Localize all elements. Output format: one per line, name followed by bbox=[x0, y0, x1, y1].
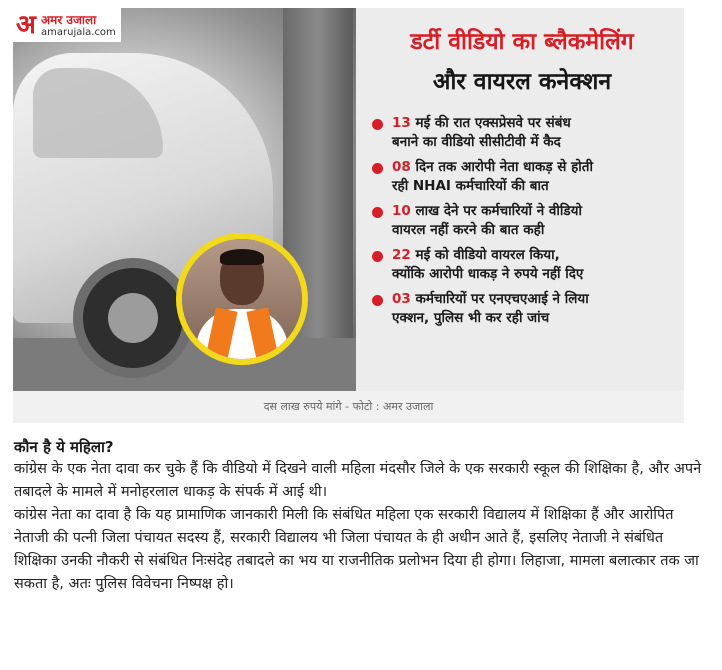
bullet-text-line2: एक्शन, पुलिस भी कर रही जांच bbox=[392, 310, 550, 326]
logo-name: अमर उजाला bbox=[41, 13, 97, 27]
bullet-dot-icon bbox=[372, 251, 383, 262]
infographic-panel bbox=[356, 8, 684, 391]
car-wheel-hub bbox=[108, 293, 158, 343]
bullet-number: 03 bbox=[392, 291, 411, 307]
article-paragraph-2: कांग्रेस नेता का दावा है कि यह प्रामाणिक जानकारी मिली कि संबंधित महिला एक सरकारी विद्यालय में शिक्षिका हैं और आरोपित नेताजी की पत्नी जिला पंचायत सदस्य हैं, सरकारी विद्यालय भी जिला पंचायत के ही अधीन आते हैं, इसलिए नेताजी ने संबंधित शिक्षिका उनकी नौकरी से संबंधित निःसंदेह तबादले का भय या राजनीतिक प्रलोभन दिया ही होगा। लिहाजा, मामला बलात्कार तक जा सकता है, अतः पुलिस विवेचना निष्पक्ष हो। bbox=[14, 507, 699, 592]
infographic-headline-line1: डर्टी वीडियो का ब्लैकमेलिंग bbox=[410, 29, 634, 55]
figure-caption: दस लाख रुपये मांगे - फोटो : अमर उजाला bbox=[13, 391, 684, 423]
bullet-text-line1: मई की रात एक्सप्रेसवे पर संबंध bbox=[410, 115, 571, 131]
amarujala-logo[interactable] bbox=[13, 8, 121, 42]
section-heading: कौन है ये महिला? bbox=[14, 438, 114, 456]
cctv-car-photo bbox=[13, 8, 356, 391]
portrait-hair bbox=[220, 249, 264, 265]
bullet-item bbox=[370, 202, 675, 240]
article-body bbox=[14, 436, 704, 596]
bullet-number: 10 bbox=[392, 203, 411, 219]
bullet-text-line1: कर्मचारियों पर एनएचएआई ने लिया bbox=[410, 291, 589, 307]
bullet-text-line2: रही NHAI कर्मचारियों की बात bbox=[392, 178, 549, 194]
accused-portrait bbox=[176, 233, 308, 365]
bullet-number: 08 bbox=[392, 159, 411, 175]
bullet-item bbox=[370, 290, 675, 328]
bullet-number: 22 bbox=[392, 247, 411, 263]
article-figure bbox=[13, 8, 684, 391]
bullet-dot-icon bbox=[372, 207, 383, 218]
infographic-headline-line2: और वायरल कनेक्शन bbox=[432, 69, 612, 95]
bullet-text-line1: दिन तक आरोपी नेता धाकड़ से होती bbox=[410, 159, 593, 175]
logo-url: amarujala.com bbox=[41, 27, 116, 38]
bullet-text-line1: मई को वीडियो वायरल किया, bbox=[410, 247, 560, 263]
logo-mark: अ bbox=[16, 10, 36, 40]
bullet-item bbox=[370, 246, 675, 284]
bullet-dot-icon bbox=[372, 119, 383, 130]
bullet-dot-icon bbox=[372, 295, 383, 306]
bullet-text-line2: वायरल नहीं करने की बात कही bbox=[392, 222, 545, 238]
bullet-number: 13 bbox=[392, 115, 411, 131]
portrait-photo bbox=[182, 239, 302, 359]
bullet-item bbox=[370, 158, 675, 196]
bullet-text-line1: लाख देने पर कर्मचारियों ने वीडियो bbox=[410, 203, 582, 219]
bullet-text-line2: बनाने का वीडियो सीसीटीवी में कैद bbox=[392, 134, 561, 150]
bullet-dot-icon bbox=[372, 163, 383, 174]
article-paragraph-1: कांग्रेस के एक नेता दावा कर चुके हैं कि वीडियो में दिखने वाली महिला मंदसौर जिले के एक सरकारी स्कूल की शिक्षिका है, और अपने तबादले के मामले में मनोहरलाल धाकड़ के संपर्क में आई थी। bbox=[14, 461, 702, 500]
bullet-item bbox=[370, 114, 675, 152]
infographic-bullet-list bbox=[370, 114, 675, 334]
bullet-text-line2: क्योंकि आरोपी धाकड़ ने रुपये नहीं दिए bbox=[392, 266, 584, 282]
